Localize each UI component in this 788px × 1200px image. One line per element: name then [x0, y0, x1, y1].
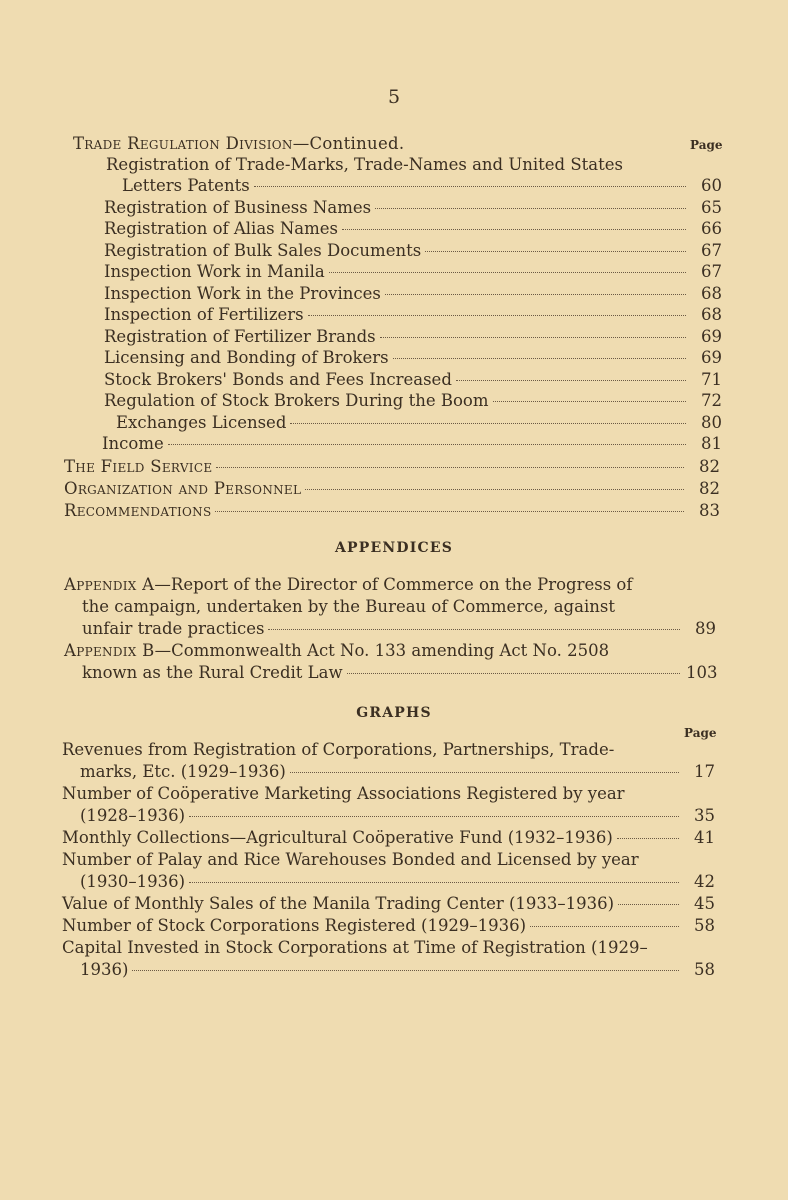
toc-entry-text: Registration of Business Names: [104, 197, 372, 217]
leader-dots: [385, 294, 686, 295]
graphs-page-label: Page: [684, 726, 717, 740]
toc-entry-page: 68: [701, 283, 722, 303]
toc-entry-page: 67: [701, 262, 722, 281]
toc-entry-text: Letters Patents: [122, 176, 250, 195]
graph-6-text1: Number of Stock Corporations Registered (1929–1936): [62, 916, 527, 935]
toc-entry-page: 60: [701, 176, 722, 195]
toc-section: [64, 500, 720, 521]
toc-entry-line: Registration of Trade-Marks, Trade-Names and United States: [106, 155, 624, 174]
toc-entry: [104, 304, 722, 325]
appendix-b-text1: —Commonwealth Act No. 133 amending Act No. 2508: [154, 641, 610, 660]
graph-1-text2: marks, Etc. (1929–1936): [80, 762, 286, 781]
leader-dots: [305, 489, 684, 490]
toc-entry-text: Registration of Fertilizer Brands: [104, 326, 376, 346]
toc-entry-page: 66: [701, 219, 722, 238]
graph-1-line1: Revenues from Registration of Corporations, Partnerships, Trade-: [62, 740, 615, 759]
appendix-a-page: 89: [695, 619, 716, 638]
leader-dots: [215, 511, 684, 512]
leader-dots: [290, 423, 686, 424]
toc-entry: [104, 197, 722, 218]
toc-entry: [104, 347, 722, 368]
graph-1-line2: [80, 761, 715, 782]
leader-dots: [329, 272, 686, 273]
leader-dots: [347, 673, 680, 674]
leader-dots: [456, 380, 686, 381]
leader-dots: [308, 315, 686, 316]
toc-entry-text: Inspection Work in Manila: [104, 262, 325, 281]
toc-entry-text: Income: [102, 434, 164, 453]
leader-dots: [618, 904, 679, 905]
appendix-a-label: Appendix A: [64, 575, 155, 594]
toc-entry-text: Exchanges Licensed: [116, 412, 287, 432]
graph-5-text1: Value of Monthly Sales of the Manila Trading Center (1933–1936): [62, 894, 615, 913]
toc-section-page: 82: [699, 456, 720, 476]
leader-dots: [617, 838, 679, 839]
toc-section-page: 82: [699, 478, 720, 498]
toc-entry-text: Licensing and Bonding of Brokers: [104, 348, 389, 367]
appendix-b-text2: known as the Rural Credit Law: [82, 663, 343, 682]
appendix-a-line1: [64, 574, 632, 595]
graph-3-text1: Monthly Collections—Agricultural Coöperative Fund (1932–1936): [62, 828, 613, 847]
division-title: [73, 133, 404, 154]
division-title-text: Trade Regulation Division: [73, 134, 293, 153]
graph-4-page: 42: [694, 872, 715, 891]
toc-entry-page: 71: [701, 369, 722, 389]
toc-entry: [104, 240, 722, 261]
toc-entry: [102, 433, 722, 454]
graph-3-line1: [62, 827, 715, 848]
toc-entry-page: 69: [701, 326, 722, 346]
graph-5-line1: [62, 893, 715, 914]
appendix-a-line2: the campaign, undertaken by the Bureau of Commerce, against: [82, 597, 615, 616]
appendix-b-page: 103: [686, 663, 718, 682]
leader-dots: [189, 882, 679, 883]
toc-section-text: Recommendations: [64, 500, 212, 520]
appendix-b-line1: [64, 640, 609, 661]
leader-dots: [393, 358, 686, 359]
toc-entry: [122, 175, 722, 196]
toc-section: [64, 478, 720, 499]
graph-5-page: 45: [694, 894, 715, 913]
graph-4-text2: (1930–1936): [80, 872, 186, 891]
toc-section: [64, 456, 720, 477]
graph-2-line2: [80, 805, 715, 826]
leader-dots: [132, 970, 679, 971]
graph-6-line1: [62, 915, 715, 936]
toc-entry-page: 80: [701, 412, 722, 432]
toc-entry-page: 72: [701, 391, 722, 410]
toc-entry-text: Inspection Work in the Provinces: [104, 283, 381, 303]
leader-dots: [168, 444, 686, 445]
appendix-a-text1: —Report of the Director of Commerce on the Progress of: [154, 575, 633, 594]
toc-entry: [104, 326, 722, 347]
toc-entry-text: Stock Brokers' Bonds and Fees Increased: [104, 369, 452, 389]
graph-7-line2: [80, 959, 715, 980]
leader-dots: [290, 772, 679, 773]
leader-dots: [493, 401, 686, 402]
toc-section-text: The Field Service: [64, 456, 213, 476]
toc-entry-text: Registration of Alias Names: [104, 219, 339, 238]
appendix-b-label: Appendix B: [64, 641, 155, 660]
graph-3-page: 41: [694, 828, 715, 847]
toc-entry: [104, 390, 722, 411]
leader-dots: [342, 229, 686, 230]
leader-dots: [375, 208, 686, 209]
leader-dots: [268, 629, 680, 630]
toc-entry-page: 81: [701, 434, 722, 453]
graph-7-page: 58: [694, 960, 715, 979]
leader-dots: [380, 337, 686, 338]
appendix-b-line2: [82, 662, 716, 683]
graph-6-page: 58: [694, 916, 715, 935]
toc-entry: [104, 261, 722, 282]
toc-entry-page: 68: [701, 305, 722, 324]
toc-entry-page: 69: [701, 348, 722, 367]
toc-entry: [116, 412, 722, 433]
leader-dots: [530, 926, 679, 927]
leader-dots: [216, 467, 684, 468]
toc-entry: [104, 218, 722, 239]
page-number: 5: [387, 86, 401, 108]
appendices-heading: APPENDICES: [335, 540, 453, 556]
division-suffix: —Continued.: [292, 134, 405, 153]
graphs-heading: GRAPHS: [356, 705, 432, 721]
leader-dots: [189, 816, 679, 817]
toc-section-page: 83: [699, 500, 720, 520]
toc-entry: [104, 369, 722, 390]
toc-entry-text: Inspection of Fertilizers: [104, 305, 304, 324]
leader-dots: [425, 251, 686, 252]
leader-dots: [254, 186, 686, 187]
graph-4-line1: Number of Palay and Rice Warehouses Bonded and Licensed by year: [62, 850, 639, 869]
toc-entry-text: Regulation of Stock Brokers During the Boom: [104, 391, 489, 410]
appendix-a-text3: unfair trade practices: [82, 619, 265, 638]
graph-2-line1: Number of Coöperative Marketing Associations Registered by year: [62, 784, 625, 803]
graph-2-text2: (1928–1936): [80, 806, 186, 825]
toc-section-text: Organization and Personnel: [64, 478, 302, 498]
graph-4-line2: [80, 871, 715, 892]
graph-7-line1: Capital Invested in Stock Corporations at Time of Registration (1929–: [62, 938, 648, 957]
graph-2-page: 35: [694, 806, 715, 825]
toc-entry-page: 67: [701, 240, 722, 260]
graph-1-page: 17: [694, 762, 715, 781]
toc-entry: [104, 283, 722, 304]
graph-7-text2: 1936): [80, 960, 129, 979]
appendix-a-line3: [82, 618, 716, 639]
toc-page-label: Page: [690, 138, 723, 152]
toc-entry-text: Registration of Bulk Sales Documents: [104, 240, 422, 260]
toc-entry-page: 65: [701, 197, 722, 217]
